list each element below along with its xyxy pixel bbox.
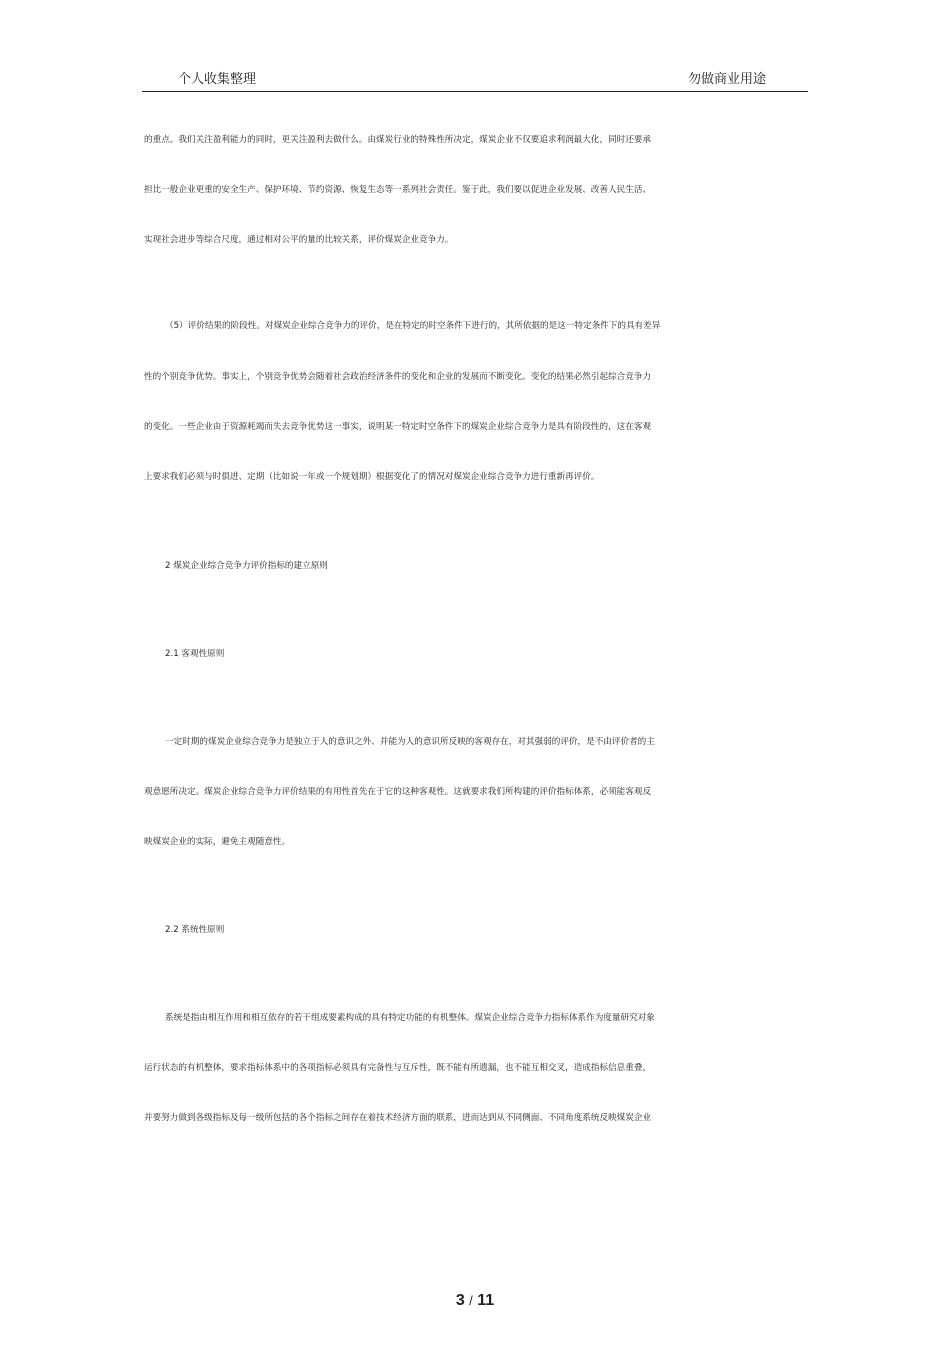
page-number xyxy=(0,1292,950,1310)
text-line: （5）评价结果的阶段性。对煤炭企业综合竞争力的评价，是在特定的时空条件下进行的，其所依据的是这一特定条件下的具有差异 xyxy=(165,321,661,331)
section-heading-2-2: 2.2 系统性原则 xyxy=(165,925,225,935)
text-line: 运行状态的有机整体，要求指标体系中的各项指标必须具有完备性与互斥性，既不能有所遗漏，也不能互相交叉，造成指标信息重叠， xyxy=(144,1063,652,1073)
header-left-text: 个人收集整理 xyxy=(178,72,257,87)
text-line: 并要努力做到各级指标及每一级所包括的各个指标之间存在着技术经济方面的联系，进而达到从不同侧面、不同角度系统反映煤炭企业 xyxy=(144,1113,652,1123)
text-line: 的变化。一些企业由于资源耗竭而失去竞争优势这一事实，说明某一特定时空条件下的煤炭企业综合竞争力是具有阶段性的，这在客观 xyxy=(144,422,652,432)
header-right-text: 勿做商业用途 xyxy=(687,72,766,87)
page-current: 3 xyxy=(455,1292,465,1309)
page-total: 11 xyxy=(477,1292,495,1309)
text-line: 上要求我们必须与时俱进、定期（比如说一年或一个规划期）根据变化了的情况对煤炭企业综合竞争力进行重新再评价。 xyxy=(144,472,600,482)
text-line: 担比一般企业更重的安全生产、保护环境、节约资源、恢复生态等一系列社会责任。鉴于此，我们要以促进企业发展、改善人民生活、 xyxy=(144,185,652,195)
page-header xyxy=(142,60,808,92)
section-heading-2: 2 煤炭企业综合竞争力评价指标的建立原则 xyxy=(165,561,328,571)
section-heading-2-1: 2.1 客观性原则 xyxy=(165,649,225,659)
text-line: 实现社会进步等综合尺度，通过相对公平的量的比较关系，评价煤炭企业竞争力。 xyxy=(144,235,454,245)
text-line: 的重点。我们关注盈利能力的同时，更关注盈利去做什么。由煤炭行业的特殊性所决定，煤炭企业不仅要追求利润最大化，同时还要承 xyxy=(144,135,652,145)
text-line: 映煤炭企业的实际，避免主观随意性。 xyxy=(144,837,291,847)
page-separator: / xyxy=(469,1293,473,1308)
text-line: 系统是指由相互作用和相互依存的若干组成要素构成的具有特定功能的有机整体。煤炭企业综合竞争力指标体系作为度量研究对象 xyxy=(165,1013,655,1023)
text-line: 性的个别竞争优势。事实上，个别竞争优势会随着社会政治经济条件的变化和企业的发展而不断变化。变化的结果必然引起综合竞争力 xyxy=(144,372,652,382)
text-line: 观意愿所决定。煤炭企业综合竞争力评价结果的有用性首先在于它的这种客观性。这就要求我们所构建的评价指标体系，必须能客观反 xyxy=(144,787,652,797)
text-line: 一定时期的煤炭企业综合竞争力是独立于人的意识之外、并能为人的意识所反映的客观存在，对其强弱的评价，是不由评价者的主 xyxy=(165,737,655,747)
